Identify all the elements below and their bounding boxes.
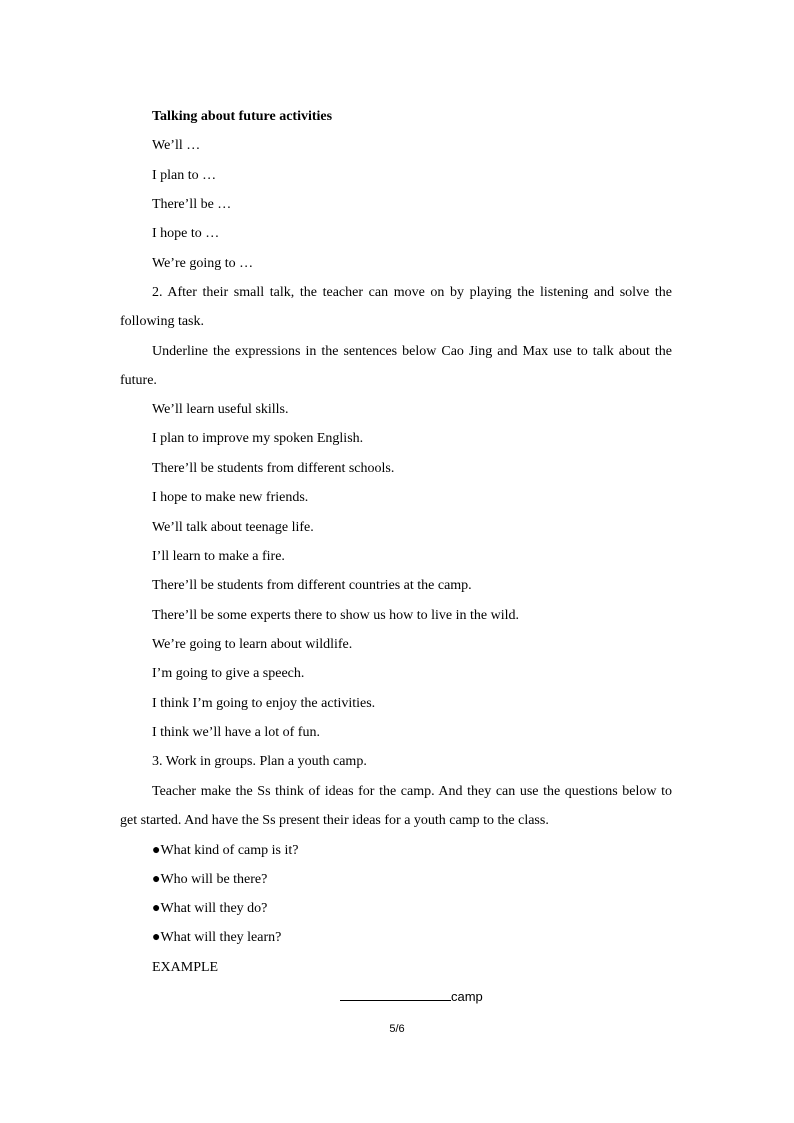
example-sentence: We’ll talk about teenage life. <box>152 520 314 535</box>
step3-paragraph: Teacher make the Ss think of ideas for the camp. And they can use the questions below to get started. And have the Ss present their ideas for a youth camp to the class. <box>120 784 672 829</box>
example-sentence: There’ll be students from different schools. <box>152 461 395 476</box>
phrase-item: I plan to … <box>152 168 217 183</box>
camp-name-blank-line <box>340 988 483 1004</box>
example-sentence: We’re going to learn about wildlife. <box>152 637 353 652</box>
question-item: ●What will they do? <box>152 901 268 916</box>
phrase-item: We’ll … <box>152 138 201 153</box>
phrase-item: There’ll be … <box>152 197 232 212</box>
example-sentence: I think I’m going to enjoy the activities. <box>152 696 376 711</box>
step2-instruction: Underline the expressions in the sentences below Cao Jing and Max use to talk about the future. <box>120 343 672 389</box>
question-item: ●What kind of camp is it? <box>152 843 299 858</box>
question-item: ●What will they learn? <box>152 930 282 945</box>
section-heading: Talking about future activities <box>152 109 333 124</box>
phrase-item: I hope to … <box>152 226 220 241</box>
example-sentence: We’ll learn useful skills. <box>152 402 289 417</box>
example-sentence: There’ll be some experts there to show us how to live in the wild. <box>152 608 520 623</box>
camp-word: camp <box>451 989 483 1004</box>
step2-paragraph: 2. After their small talk, the teacher can move on by playing the listening and solve the following task. <box>120 285 672 330</box>
example-sentence: I hope to make new friends. <box>152 490 309 505</box>
fill-in-blank <box>340 988 451 1001</box>
step3-block <box>120 777 672 836</box>
example-sentence: There’ll be students from different countries at the camp. <box>152 578 472 593</box>
example-sentence: I’m going to give a speech. <box>152 666 305 681</box>
example-label: EXAMPLE <box>152 960 219 975</box>
question-item: ●Who will be there? <box>152 872 268 887</box>
page-number: 5/6 <box>389 1023 405 1035</box>
phrase-item: We’re going to … <box>152 256 254 271</box>
example-sentence: I plan to improve my spoken English. <box>152 431 364 446</box>
step2-block <box>120 278 672 396</box>
example-sentence: I’ll learn to make a fire. <box>152 549 285 564</box>
example-sentence: I think we’ll have a lot of fun. <box>152 725 320 740</box>
step3-title: 3. Work in groups. Plan a youth camp. <box>152 754 367 769</box>
